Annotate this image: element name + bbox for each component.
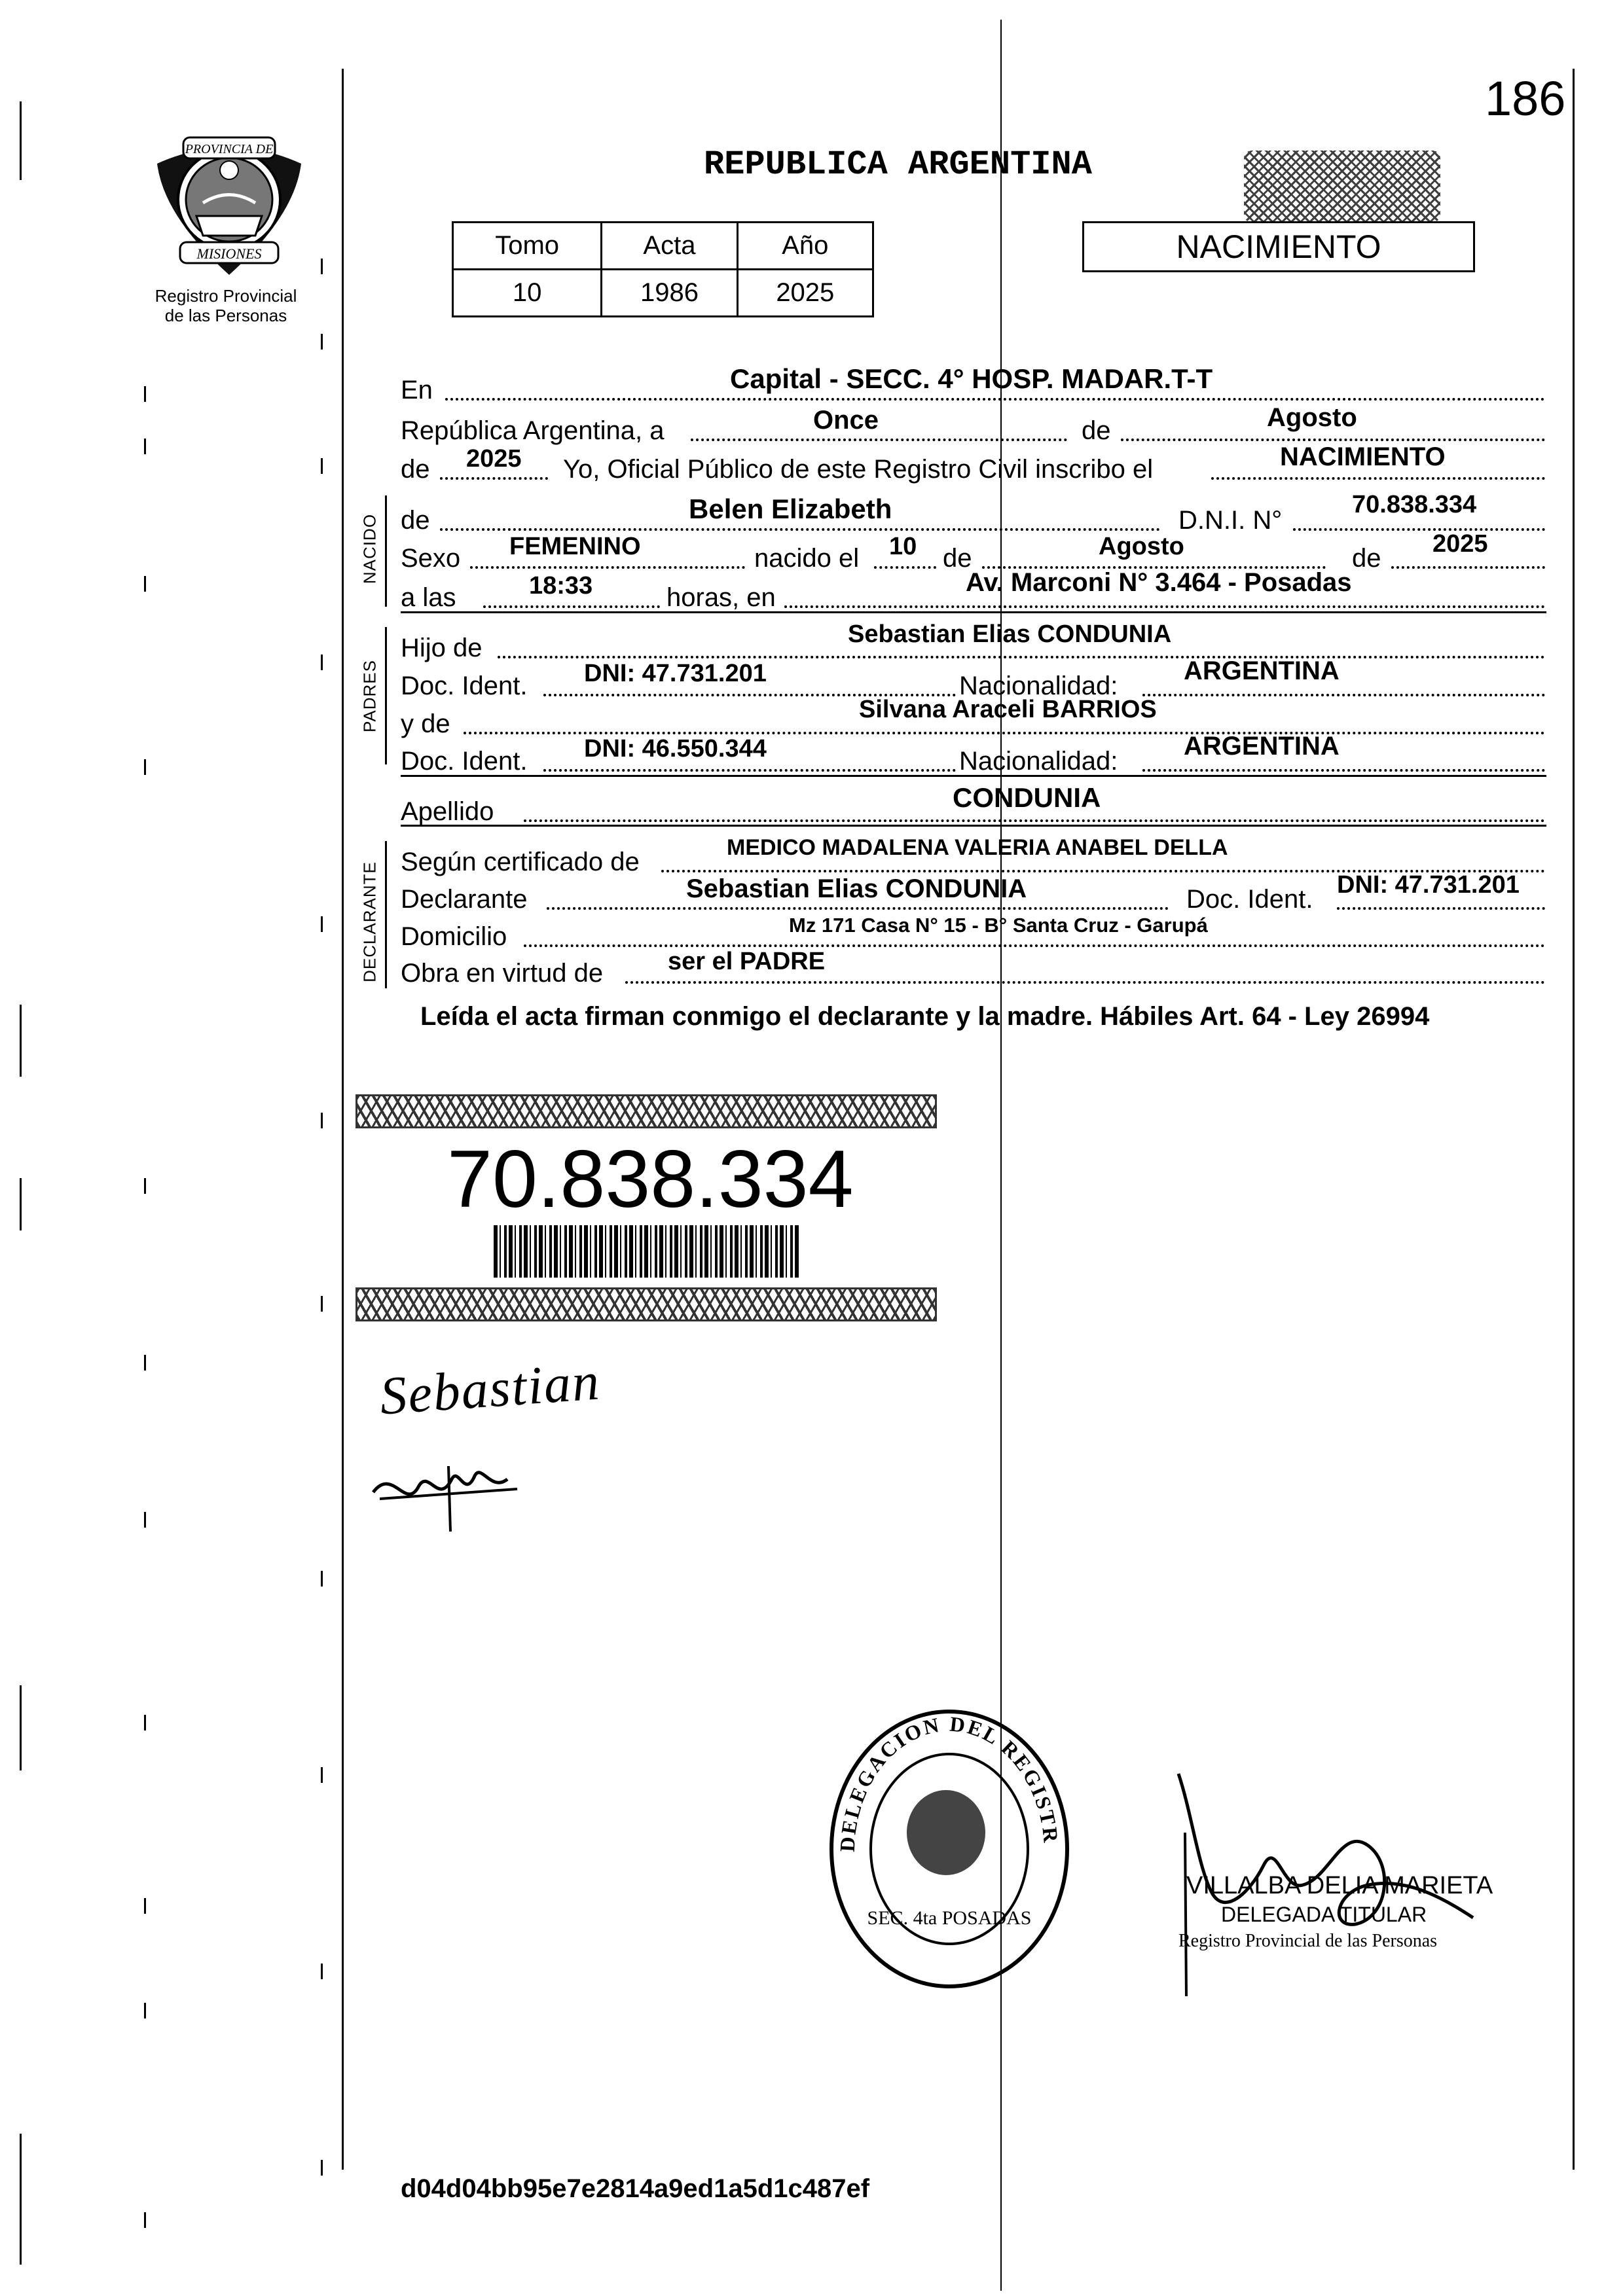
scan-tick	[321, 1571, 323, 1587]
dotted-leader	[691, 439, 1067, 441]
apellido-label: Apellido	[401, 797, 494, 826]
dotted-leader	[1142, 769, 1545, 772]
section-bracket	[385, 627, 387, 764]
hijo-de-label: Hijo de	[401, 634, 483, 662]
seal-ring-text: DELEGACION DEL REGISTR	[835, 1712, 1063, 1853]
scan-tick	[144, 2212, 146, 2228]
acta-value: 1986	[602, 270, 737, 317]
dotted-leader	[470, 566, 745, 569]
nacido-lugar: Av. Marconi N° 3.464 - Posadas	[966, 568, 1352, 597]
oficial-text: Yo, Oficial Público de este Registro Civil inscribo el	[563, 455, 1154, 484]
scan-tick	[321, 1767, 323, 1783]
section-rule	[401, 775, 1546, 777]
dotted-leader	[440, 477, 548, 480]
scan-margin-mark	[20, 1685, 22, 1770]
domicilio-label: Domicilio	[401, 922, 507, 951]
dotted-leader	[1337, 907, 1545, 910]
official-seal	[825, 1702, 1074, 1993]
dotted-leader	[1211, 477, 1545, 480]
anio-header: Año	[737, 223, 873, 270]
dotted-leader	[498, 656, 1545, 658]
a-las-label: a las	[401, 583, 456, 612]
registry-label	[128, 286, 324, 325]
declarante-section-label: DECLARANTE	[359, 861, 380, 982]
section-rule	[401, 611, 1546, 613]
tomo-value: 10	[453, 270, 602, 317]
official-office: Registro Provincial de las Personas	[1178, 1931, 1438, 1951]
country-title: REPUBLICA ARGENTINA	[704, 145, 1092, 184]
scan-line-left	[342, 69, 344, 2170]
anio-value: 2025	[737, 270, 873, 317]
scan-tick	[144, 1715, 146, 1731]
scan-tick	[144, 576, 146, 592]
barcode-top-pattern	[356, 1094, 937, 1128]
dotted-leader	[483, 605, 660, 608]
barcode-number: 70.838.334	[447, 1134, 854, 1225]
dia-value: Once	[813, 406, 879, 435]
dotted-leader	[1121, 439, 1545, 441]
obra-label: Obra en virtud de	[401, 959, 604, 988]
official-name: VILLALBA DELIA MARIETA	[1186, 1872, 1493, 1899]
madre-nac-label: Nacionalidad:	[959, 747, 1118, 776]
dotted-leader	[464, 732, 1545, 734]
emblem-bottom-text: MISIONES	[196, 245, 262, 262]
nacido-hora: 18:33	[529, 572, 593, 600]
registry-line-2: de las Personas	[164, 306, 287, 325]
mes-value: Agosto	[1267, 403, 1357, 432]
scan-tick	[144, 759, 146, 775]
section-bracket	[385, 841, 387, 988]
scan-margin-mark	[20, 2134, 22, 2265]
handwritten-name: Sebastian	[378, 1351, 602, 1426]
apellido-value: CONDUNIA	[953, 782, 1101, 813]
republica-label: República Argentina, a	[401, 416, 665, 445]
nacido-de-label-3: de	[1352, 544, 1381, 573]
tomo-header: Tomo	[453, 223, 602, 270]
scan-tick	[321, 458, 323, 474]
nacido-mes: Agosto	[1099, 533, 1184, 560]
dotted-leader	[874, 566, 936, 569]
padre-nombre: Sebastian Elias CONDUNIA	[848, 620, 1172, 648]
scan-tick	[321, 334, 323, 350]
de2-label: de	[401, 455, 430, 484]
dotted-leader	[547, 907, 1169, 910]
en-value: Capital - SECC. 4° HOSP. MADAR.T-T	[730, 363, 1213, 394]
scan-tick	[144, 2003, 146, 2018]
scan-tick	[321, 259, 323, 274]
scan-tick	[144, 1898, 146, 1914]
declarant-signature	[367, 1440, 524, 1541]
scan-tick	[321, 2160, 323, 2176]
scan-tick	[144, 1178, 146, 1194]
scan-tick	[321, 1296, 323, 1312]
emblem-top-text: PROVINCIA DE	[185, 142, 274, 156]
nacido-dia: 10	[889, 533, 917, 560]
scan-tick	[321, 916, 323, 932]
de-label: de	[1082, 416, 1111, 445]
sexo-label: Sexo	[401, 544, 461, 573]
scan-tick	[144, 1355, 146, 1371]
madre-doc-label: Doc. Ident.	[401, 747, 528, 776]
record-type-box: NACIMIENTO	[1082, 221, 1475, 272]
tomo-acta-anio-table	[452, 221, 874, 317]
nacido-sexo: FEMENINO	[509, 533, 641, 560]
scan-tick	[144, 1512, 146, 1528]
madre-nacionalidad: ARGENTINA	[1184, 732, 1340, 761]
en-label: En	[401, 376, 433, 404]
nacido-section-label: NACIDO	[359, 513, 380, 584]
dotted-leader	[1391, 566, 1545, 569]
dotted-leader	[524, 944, 1545, 947]
barcode	[494, 1225, 799, 1278]
nacido-dni: 70.838.334	[1352, 491, 1477, 518]
y-de-label: y de	[401, 709, 450, 738]
madre-nombre: Silvana Araceli BARRIOS	[859, 696, 1157, 723]
inscribo-value: NACIMIENTO	[1280, 442, 1446, 471]
horas-en-label: horas, en	[666, 583, 776, 612]
padre-doc-label: Doc. Ident.	[401, 672, 528, 700]
padres-section-label: PADRES	[359, 660, 380, 732]
dotted-leader	[440, 528, 1160, 531]
security-pattern	[1244, 151, 1440, 223]
page-number: 186	[1485, 71, 1566, 126]
nacido-de-label-2: de	[943, 544, 972, 573]
province-emblem	[151, 124, 308, 281]
barcode-bottom-pattern	[356, 1287, 937, 1321]
nacido-el-label: nacido el	[754, 544, 860, 573]
dotted-leader	[784, 605, 1545, 608]
padre-nacionalidad: ARGENTINA	[1184, 656, 1340, 685]
section-bracket	[385, 495, 387, 607]
declarante-label: Declarante	[401, 885, 528, 914]
nacido-anio: 2025	[1432, 530, 1488, 558]
padre-doc: DNI: 47.731.201	[584, 660, 767, 687]
scan-tick	[321, 1113, 323, 1128]
scan-tick	[144, 439, 146, 454]
obra-value: ser el PADRE	[668, 948, 826, 975]
scan-margin-mark	[20, 1005, 22, 1077]
madre-doc: DNI: 46.550.344	[584, 735, 767, 762]
scan-tick	[144, 386, 146, 402]
domicilio-value: Mz 171 Casa N° 15 - B° Santa Cruz - Garupá	[789, 914, 1208, 937]
nacido-de-label: de	[401, 506, 430, 535]
dotted-leader	[1142, 694, 1545, 696]
dni-label: D.N.I. N°	[1178, 506, 1283, 535]
closing-note: Leída el acta firman conmigo el declarante y la madre. Hábiles Art. 64 - Ley 26994	[420, 1002, 1430, 1031]
declarante-doc-label: Doc. Ident.	[1186, 885, 1313, 914]
seal-inner-text: SEC. 4ta POSADAS	[867, 1907, 1032, 1929]
certificado-label: Según certificado de	[401, 848, 640, 876]
document-hash: d04d04bb95e7e2814a9ed1a5d1c487ef	[401, 2174, 870, 2203]
scan-line-right	[1573, 69, 1575, 2170]
section-rule	[401, 825, 1546, 827]
official-title: DELEGADA TITULAR	[1221, 1903, 1427, 1926]
certificado-value: MEDICO MADALENA VALERIA ANABEL DELLA	[727, 835, 1228, 860]
dotted-leader	[625, 981, 1545, 984]
acta-header: Acta	[602, 223, 737, 270]
dotted-leader	[524, 819, 1545, 822]
registry-line-1: Registro Provincial	[155, 286, 297, 306]
anio-value-header: 2025	[466, 445, 522, 473]
declarante-nombre: Sebastian Elias CONDUNIA	[686, 874, 1027, 903]
scan-tick	[321, 655, 323, 670]
scan-tick	[321, 1964, 323, 1979]
declarante-doc: DNI: 47.731.201	[1337, 871, 1520, 899]
scan-margin-mark	[20, 1178, 22, 1230]
dotted-leader	[445, 398, 1545, 401]
padre-nac-label: Nacionalidad:	[959, 672, 1118, 700]
nacido-nombre: Belen Elizabeth	[689, 493, 892, 524]
scan-margin-mark	[20, 101, 22, 180]
dotted-leader	[1293, 528, 1545, 531]
dotted-leader	[543, 769, 956, 772]
